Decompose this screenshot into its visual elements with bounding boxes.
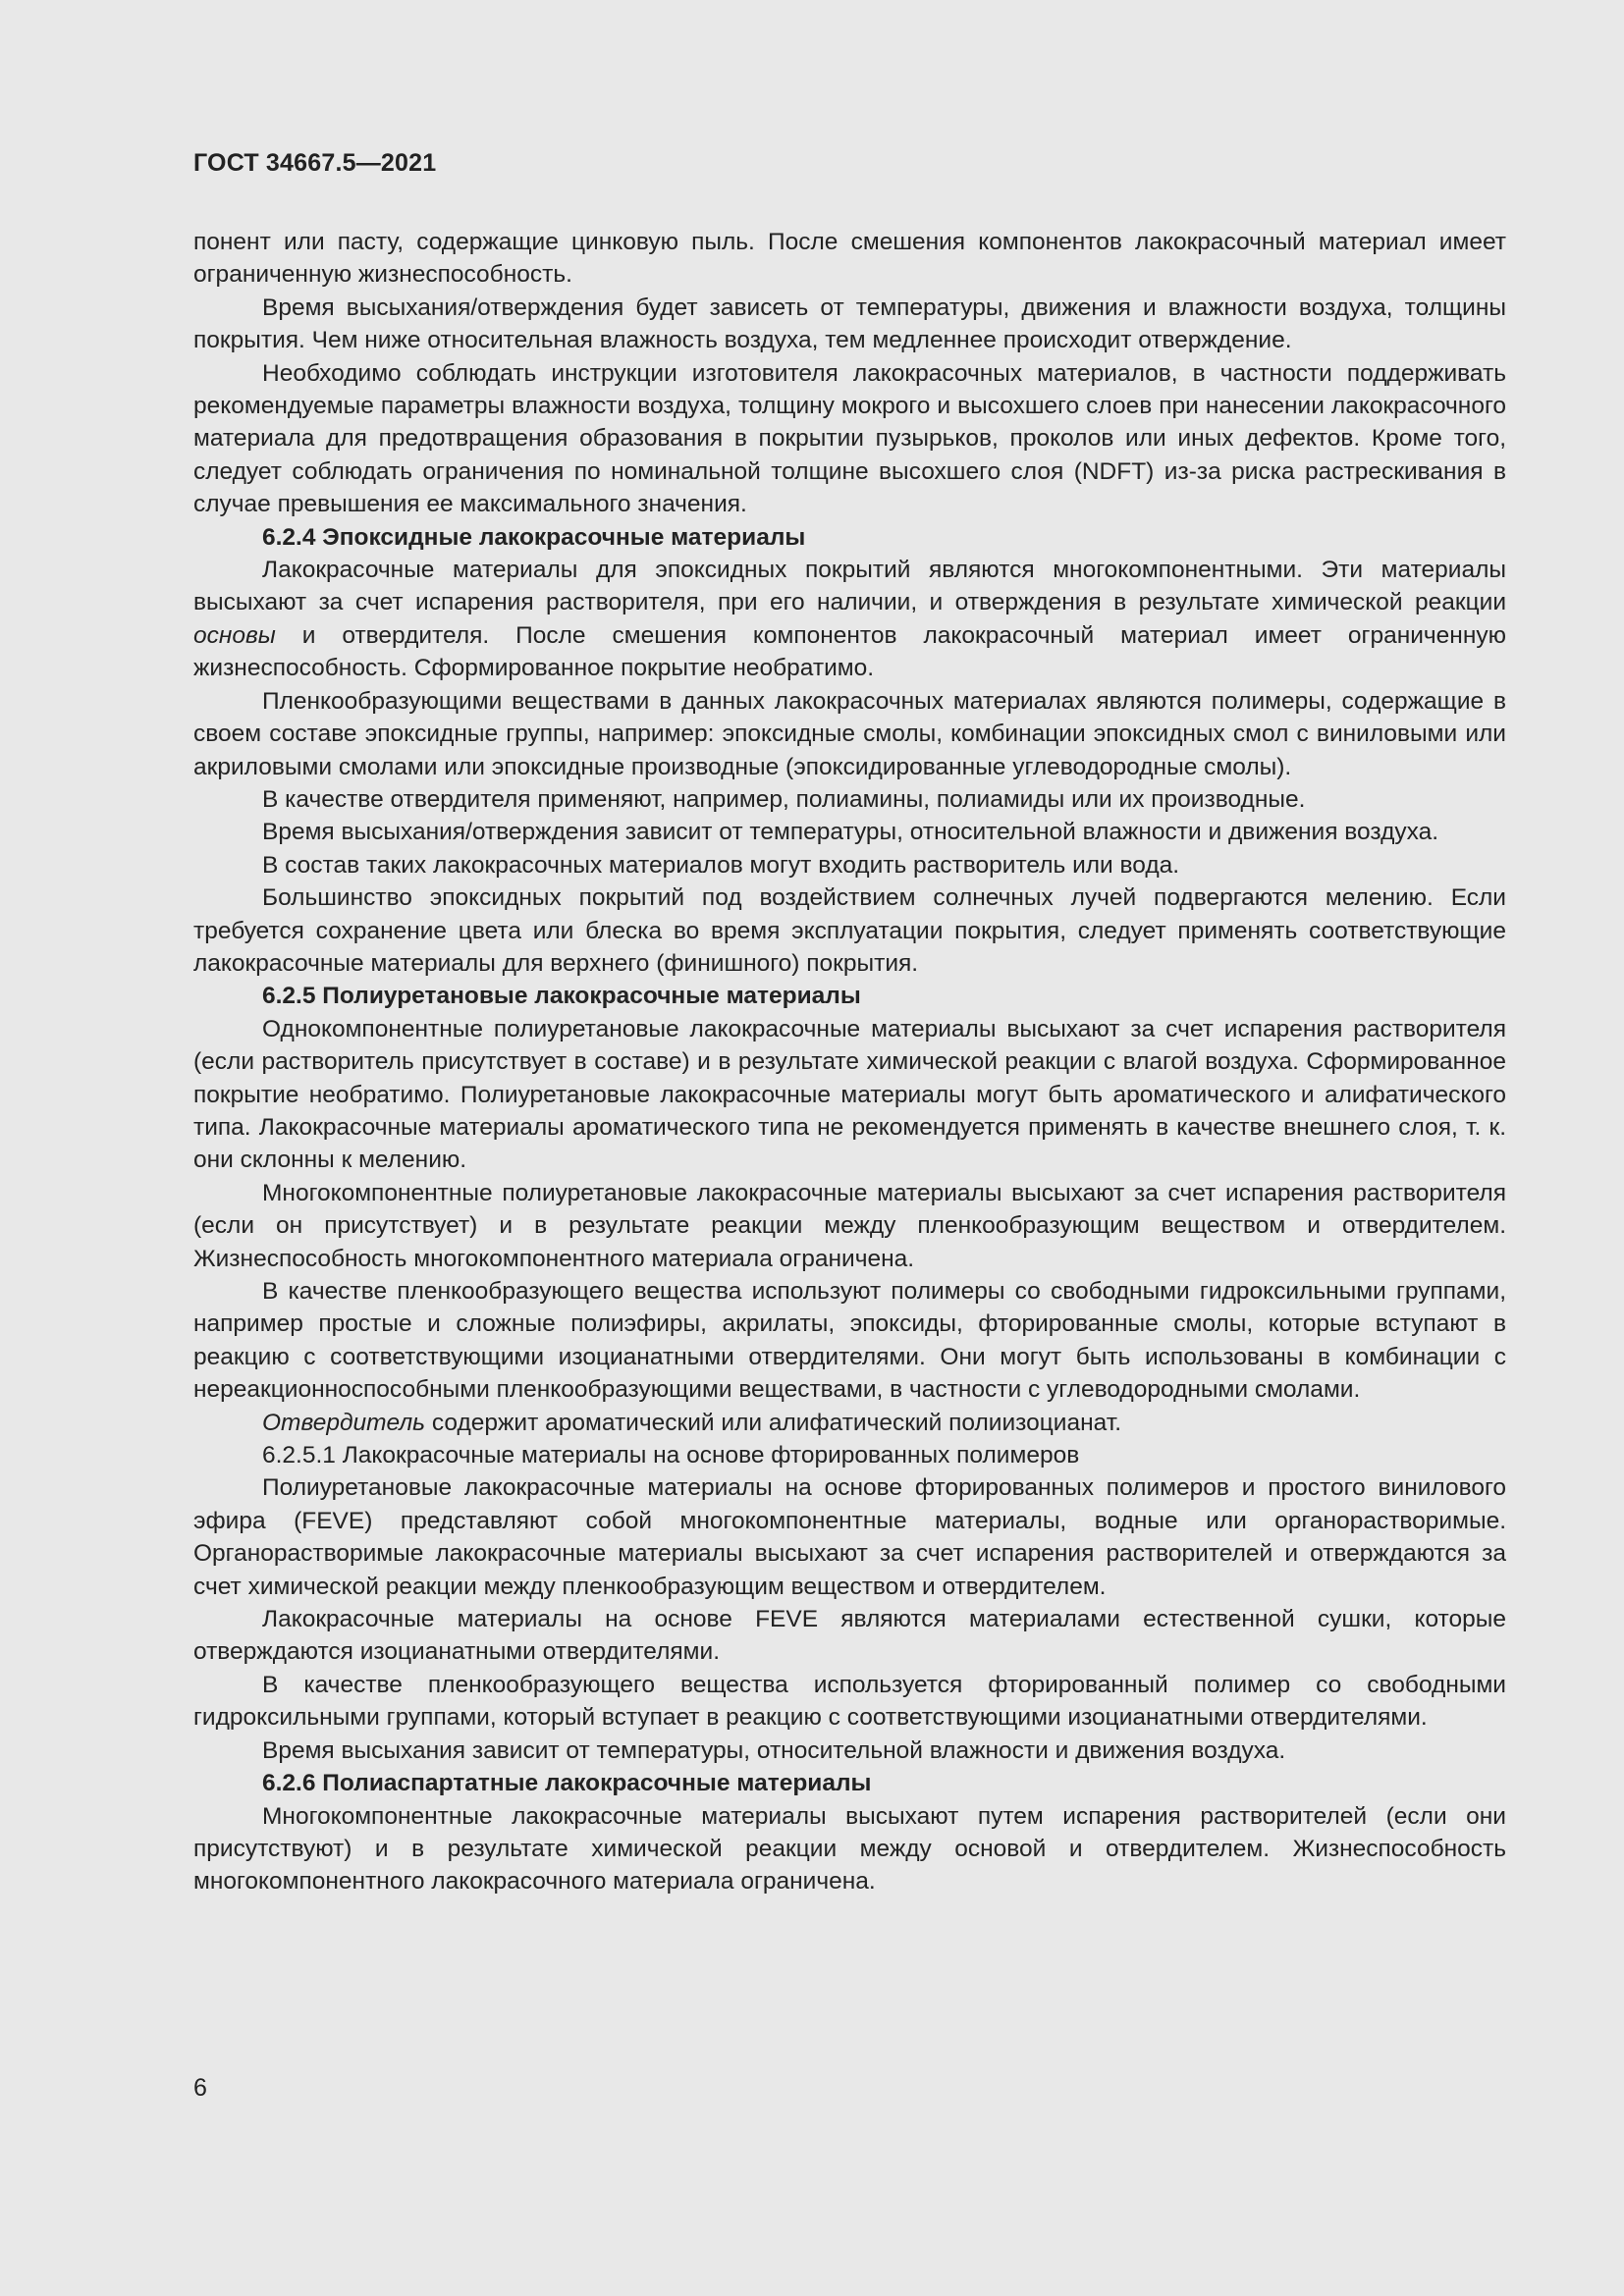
emphasis-otverditel: Отвердитель <box>262 1409 426 1436</box>
paragraph-drying-time: Время высыхания/отверждения будет зависеть от температуры, движения и влажности воздуха, толщины покрытия. Чем ниже относительная влажность воздуха, тем медленнее происходит отверждение. <box>193 294 1506 354</box>
paragraph-manufacturer-instructions: Необходимо соблюдать инструкции изготовителя лакокрасочных материалов, в частности поддерживать рекомендуемые параметры влажности воздуха, толщину мокрого и высохшего слоев при нанесении лакокрасочного материала для предотвращения образования в покрытии пузырьков, проколов или иных дефектов. Кроме того, следует соблюдать ограничения по номинальной толщине высохшего слоя (NDFT) из-за риска растрескивания в случае превышения ее максимального значения. <box>193 359 1506 518</box>
paragraph-epoxy-hardener: В качестве отвердителя применяют, например, полиамины, полиамиды или их производные. <box>262 785 1306 813</box>
paragraph-feve-drying: Время высыхания зависит от температуры, относительной влажности и движения воздуха. <box>262 1736 1286 1764</box>
paragraph-epoxy-drying: Время высыхания/отверждения зависит от температуры, относительной влажности и движения воздуха. <box>262 819 1439 846</box>
section-heading-6-2-4: 6.2.4 Эпоксидные лакокрасочные материалы <box>262 523 806 551</box>
paragraph-feve-intro: Полиуретановые лакокрасочные материалы на основе фторированных полимеров и простого винилового эфира (FEVE) представляют собой многокомпонентные материалы, водные или органорастворимые. Органорастворимые лакокрасочные материалы высыхают за счет испарения растворителей и отверждаются за счет химической реакции между пленкообразующим веществом и отвердителем. <box>193 1474 1506 1600</box>
subsection-heading-6-2-5-1: 6.2.5.1 Лакокрасочные материалы на основе фторированных полимеров <box>262 1442 1080 1469</box>
paragraph-feve-curing: Лакокрасочные материалы на основе FEVE являются материалами естественной сушки, которые отверждаются изоцианатными отвердителями. <box>193 1606 1506 1666</box>
paragraph-polyaspartic: Многокомпонентные лакокрасочные материалы высыхают путем испарения растворителей (если они присутствуют) и в результате химической реакции между основой и отвердителем. Жизнеспособность многокомпонентного лакокрасочного материала ограничена. <box>193 1802 1506 1896</box>
paragraph-epoxy-intro <box>193 554 1506 685</box>
section-heading-6-2-6: 6.2.6 Полиаспартатные лакокрасочные материалы <box>262 1770 872 1797</box>
paragraph-pu-binders: В качестве пленкообразующего вещества используют полимеры со свободными гидроксильными группами, например простые и сложные полиэфиры, акрилаты, эпоксиды, фторированные смолы, которые вступают в реакцию с соответствующими изоцианатными отвердителями. Они могут быть использованы в комбинации с нереакционноспособными пленкообразующими веществами, в частности с углеводородными смолами. <box>193 1278 1506 1404</box>
paragraph-epoxy-intro-part-a: Лакокрасочные материалы для эпоксидных покрытий являются многокомпонентными. Эти материалы высыхают за счет испарения растворителя, при его наличии, и отверждения в результате химической реакции <box>193 557 1506 616</box>
paragraph-epoxy-chalking: Большинство эпоксидных покрытий под воздействием солнечных лучей подвергаются мелению. Если требуется сохранение цвета или блеска во время эксплуатации покрытия, следует применять соответствующие лакокрасочные материалы для верхнего (финишного) покрытия. <box>193 884 1506 977</box>
document-header: ГОСТ 34667.5—2021 <box>193 149 437 177</box>
paragraph-pu-one-component: Однокомпонентные полиуретановые лакокрасочные материалы высыхают за счет испарения растворителя (если растворитель присутствует в составе) и в результате химической реакции с влагой воздуха. Сформированное покрытие необратимо. Полиуретановые лакокрасочные материалы могут быть ароматического и алифатического типа. Лакокрасочные материалы ароматического типа не рекомендуется применять в качестве внешнего слоя, т. к. они склонны к мелению. <box>193 1015 1506 1174</box>
paragraph-epoxy-binders: Пленкообразующими веществами в данных лакокрасочных материалах являются полимеры, содержащие в своем составе эпоксидные группы, например: эпоксидные смолы, комбинации эпоксидных смол с виниловыми или акриловыми смолами или эпоксидные производные (эпоксидированные углеводородные смолы). <box>193 687 1506 780</box>
paragraph-epoxy-solvent: В состав таких лакокрасочных материалов могут входить растворитель или вода. <box>262 851 1180 879</box>
paragraph-epoxy-intro-part-b: и отвердителя. После смешения компонентов лакокрасочный материал имеет ограниченную жизнеспособность. Сформированное покрытие необратимо. <box>193 621 1506 682</box>
paragraph-pu-hardener-text: содержит ароматический или алифатический полиизоцианат. <box>425 1409 1122 1436</box>
document-body <box>193 226 1506 1898</box>
paragraph-feve-binder: В качестве пленкообразующего вещества используется фторированный полимер со свободными гидроксильными группами, который вступает в реакцию с соответствующими изоцианатными отвердителями. <box>193 1671 1506 1732</box>
paragraph-pu-multi-component: Многокомпонентные полиуретановые лакокрасочные материалы высыхают за счет испарения растворителя (если он присутствует) и в результате реакции между пленкообразующим веществом и отвердителем. Жизнеспособность многокомпонентного материала ограничена. <box>193 1179 1506 1272</box>
emphasis-osnovy: основы <box>193 621 276 649</box>
section-heading-6-2-5: 6.2.5 Полиуретановые лакокрасочные материалы <box>262 983 861 1010</box>
page-number: 6 <box>193 2074 207 2102</box>
paragraph-continuation: понент или пасту, содержащие цинковую пыль. После смешения компонентов лакокрасочный материал имеет ограниченную жизнеспособность. <box>193 229 1506 289</box>
paragraph-pu-hardener <box>193 1407 1506 1439</box>
